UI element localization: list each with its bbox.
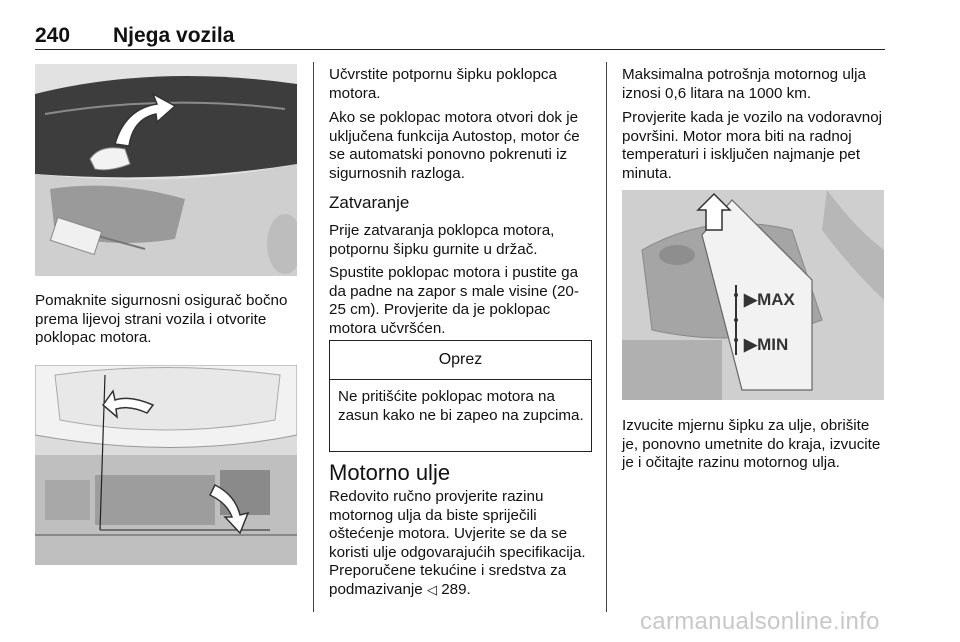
page-title: Njega vozila <box>113 24 235 47</box>
watermark: carmanualsonline.info <box>640 608 880 635</box>
caution-text: Ne pritišćite poklopac motora na zasun kako ne bi zapeo na zupcima. <box>338 388 584 424</box>
column-divider-2 <box>606 62 607 612</box>
page-reference-icon: ◁ <box>426 581 437 597</box>
support-rod-text: Učvrstite potpornu šipku poklopca motora. <box>329 66 557 102</box>
closing-heading: Zatvaranje <box>329 193 410 212</box>
dipstick-instructions-text: Izvucite mjernu šipku za ulje, obrišite je, ponovno umetnite do kraja, izvucite je i očitajte razinu motornog ulja. <box>622 417 881 471</box>
engine-oil-text: Redovito ručno provjerite razinu motornog ulja da biste spriječili oštećenje motora. Uvjerite se da se koristi ulje odgovarajućih specifikacija. Preporučene tekućine i sredstva za podmazivanje ◁ 289. <box>329 488 586 598</box>
dipstick-min-mark: ▶MIN <box>744 335 789 354</box>
caution-box <box>329 340 592 452</box>
check-conditions-text: Provjerite kada je vozilo na vodoravnoj površini. Motor mora biti na radnoj temperaturi i isključen najmanje pet minuta. <box>622 109 883 182</box>
dipstick-illustration <box>622 190 884 400</box>
autostop-text: Ako se poklopac motora otvori dok je uključena funkcija Autostop, motor će se automatski ponovno pokrenuti iz sigurnosnih razloga. <box>329 109 580 182</box>
engine-oil-heading: Motorno ulje <box>329 460 451 485</box>
open-hood-illustration <box>35 365 297 565</box>
page-reference-link[interactable]: 289. <box>441 580 471 598</box>
caution-title: Oprez <box>330 341 591 380</box>
page-number: 240 <box>35 24 71 47</box>
hood-release-caption: Pomaknite sigurnosni osigurač bočno prema lijevoj strani vozila i otvorite poklopac motora. <box>35 292 288 346</box>
oil-consumption-text: Maksimalna potrošnja motornog ulja iznosi 0,6 litara na 1000 km. <box>622 66 866 102</box>
column-divider-1 <box>313 62 314 612</box>
hood-release-illustration <box>35 64 297 276</box>
closing-text-2: Spustite poklopac motora i pustite ga da padne na zapor s male visine (20-25 cm). Provjerite da je poklopac motora učvršćen. <box>329 264 579 337</box>
header-rule <box>35 49 885 50</box>
page-header <box>35 24 885 50</box>
closing-text-1: Prije zatvaranja poklopca motora, potpornu šipku gurnite u držač. <box>329 222 555 258</box>
dipstick-max-mark: ▶MAX <box>744 290 795 309</box>
